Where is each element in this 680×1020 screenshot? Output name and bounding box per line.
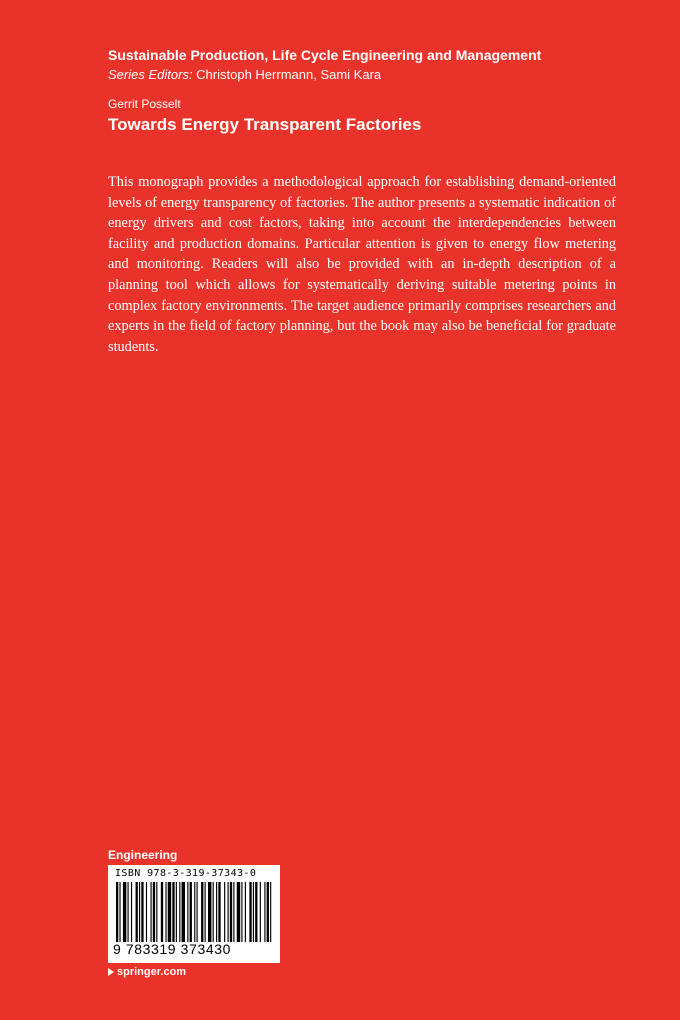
publisher-url: springer.com [117, 966, 187, 978]
barcode-bar [182, 882, 185, 942]
barcode-bar [194, 882, 195, 942]
author-name: Gerrit Posselt [108, 97, 181, 111]
barcode-bar [197, 882, 198, 942]
barcode-bar [146, 882, 147, 942]
barcode-bar [179, 882, 180, 942]
series-editors [108, 66, 648, 84]
barcode-bar [208, 882, 211, 942]
barcode-bar [136, 882, 138, 942]
barcode-bar [168, 882, 171, 942]
barcode-bar [264, 882, 265, 942]
series-editors-names: Christoph Herrmann, Sami Kara [196, 67, 382, 82]
arrow-icon [108, 968, 114, 976]
publisher [108, 966, 186, 978]
barcode-bar [190, 882, 192, 942]
barcode-bar [151, 882, 152, 942]
barcode-bar [253, 882, 254, 942]
ean-digits: 9 783319 373430 [113, 941, 231, 957]
barcode-bar [187, 882, 188, 942]
series-title: Sustainable Production, Life Cycle Engineering and Management [108, 47, 542, 63]
barcode-bar [165, 882, 166, 942]
barcode-bar [153, 882, 155, 942]
barcode-bar [128, 882, 129, 942]
barcode-bar [249, 882, 251, 942]
barcode-bar [123, 882, 126, 942]
barcode-bar [176, 882, 177, 942]
barcode-bar [230, 882, 232, 942]
barcode-bar [213, 882, 214, 942]
barcode-bar [172, 882, 174, 942]
isbn-label: ISBN 978-3-319-37343-0 [115, 868, 257, 879]
book-title: Towards Energy Transparent Factories [108, 115, 422, 134]
barcode-bar [156, 882, 157, 942]
book-description: This monograph provides a methodological approach for establishing demand-oriented levels of energy transparency of factories. The author presents a systematic indication of energy drivers and cost factors, taking into account the interdependencies between facility and production domains. Particular attention is given to energy flow metering and monitoring. Readers will also be provided with an in-depth description of a planning tool which allows for systematically deriving suitable metering points in complex factory environments. The target audience primarily comprises researchers and experts in the field of factory planning, but the book may also be beneficial for graduate students. [108, 174, 616, 355]
barcode-bar [131, 882, 132, 942]
barcode [108, 865, 280, 963]
barcode-bar [139, 882, 140, 942]
barcode-bars [114, 882, 274, 948]
barcode-bar [218, 882, 220, 942]
barcode-bar [241, 882, 242, 942]
barcode-bar [228, 882, 229, 942]
barcode-bar [116, 882, 118, 942]
barcode-bar [119, 882, 120, 942]
barcode-bar [255, 882, 257, 942]
barcode-bar [161, 882, 163, 942]
barcode-bar [224, 882, 225, 942]
series-header [108, 46, 648, 136]
barcode-bar [201, 882, 203, 942]
series-editors-label: Series Editors: [108, 67, 193, 82]
barcode-bar [216, 882, 217, 942]
barcode-bar [270, 882, 271, 942]
barcode-bar [233, 882, 234, 942]
barcode-bar [205, 882, 206, 942]
category-label: Engineering [108, 848, 178, 862]
barcode-bar [237, 882, 240, 942]
barcode-bar [267, 882, 269, 942]
barcode-bar [260, 882, 261, 942]
barcode-bar [141, 882, 143, 942]
barcode-bar [245, 882, 246, 942]
